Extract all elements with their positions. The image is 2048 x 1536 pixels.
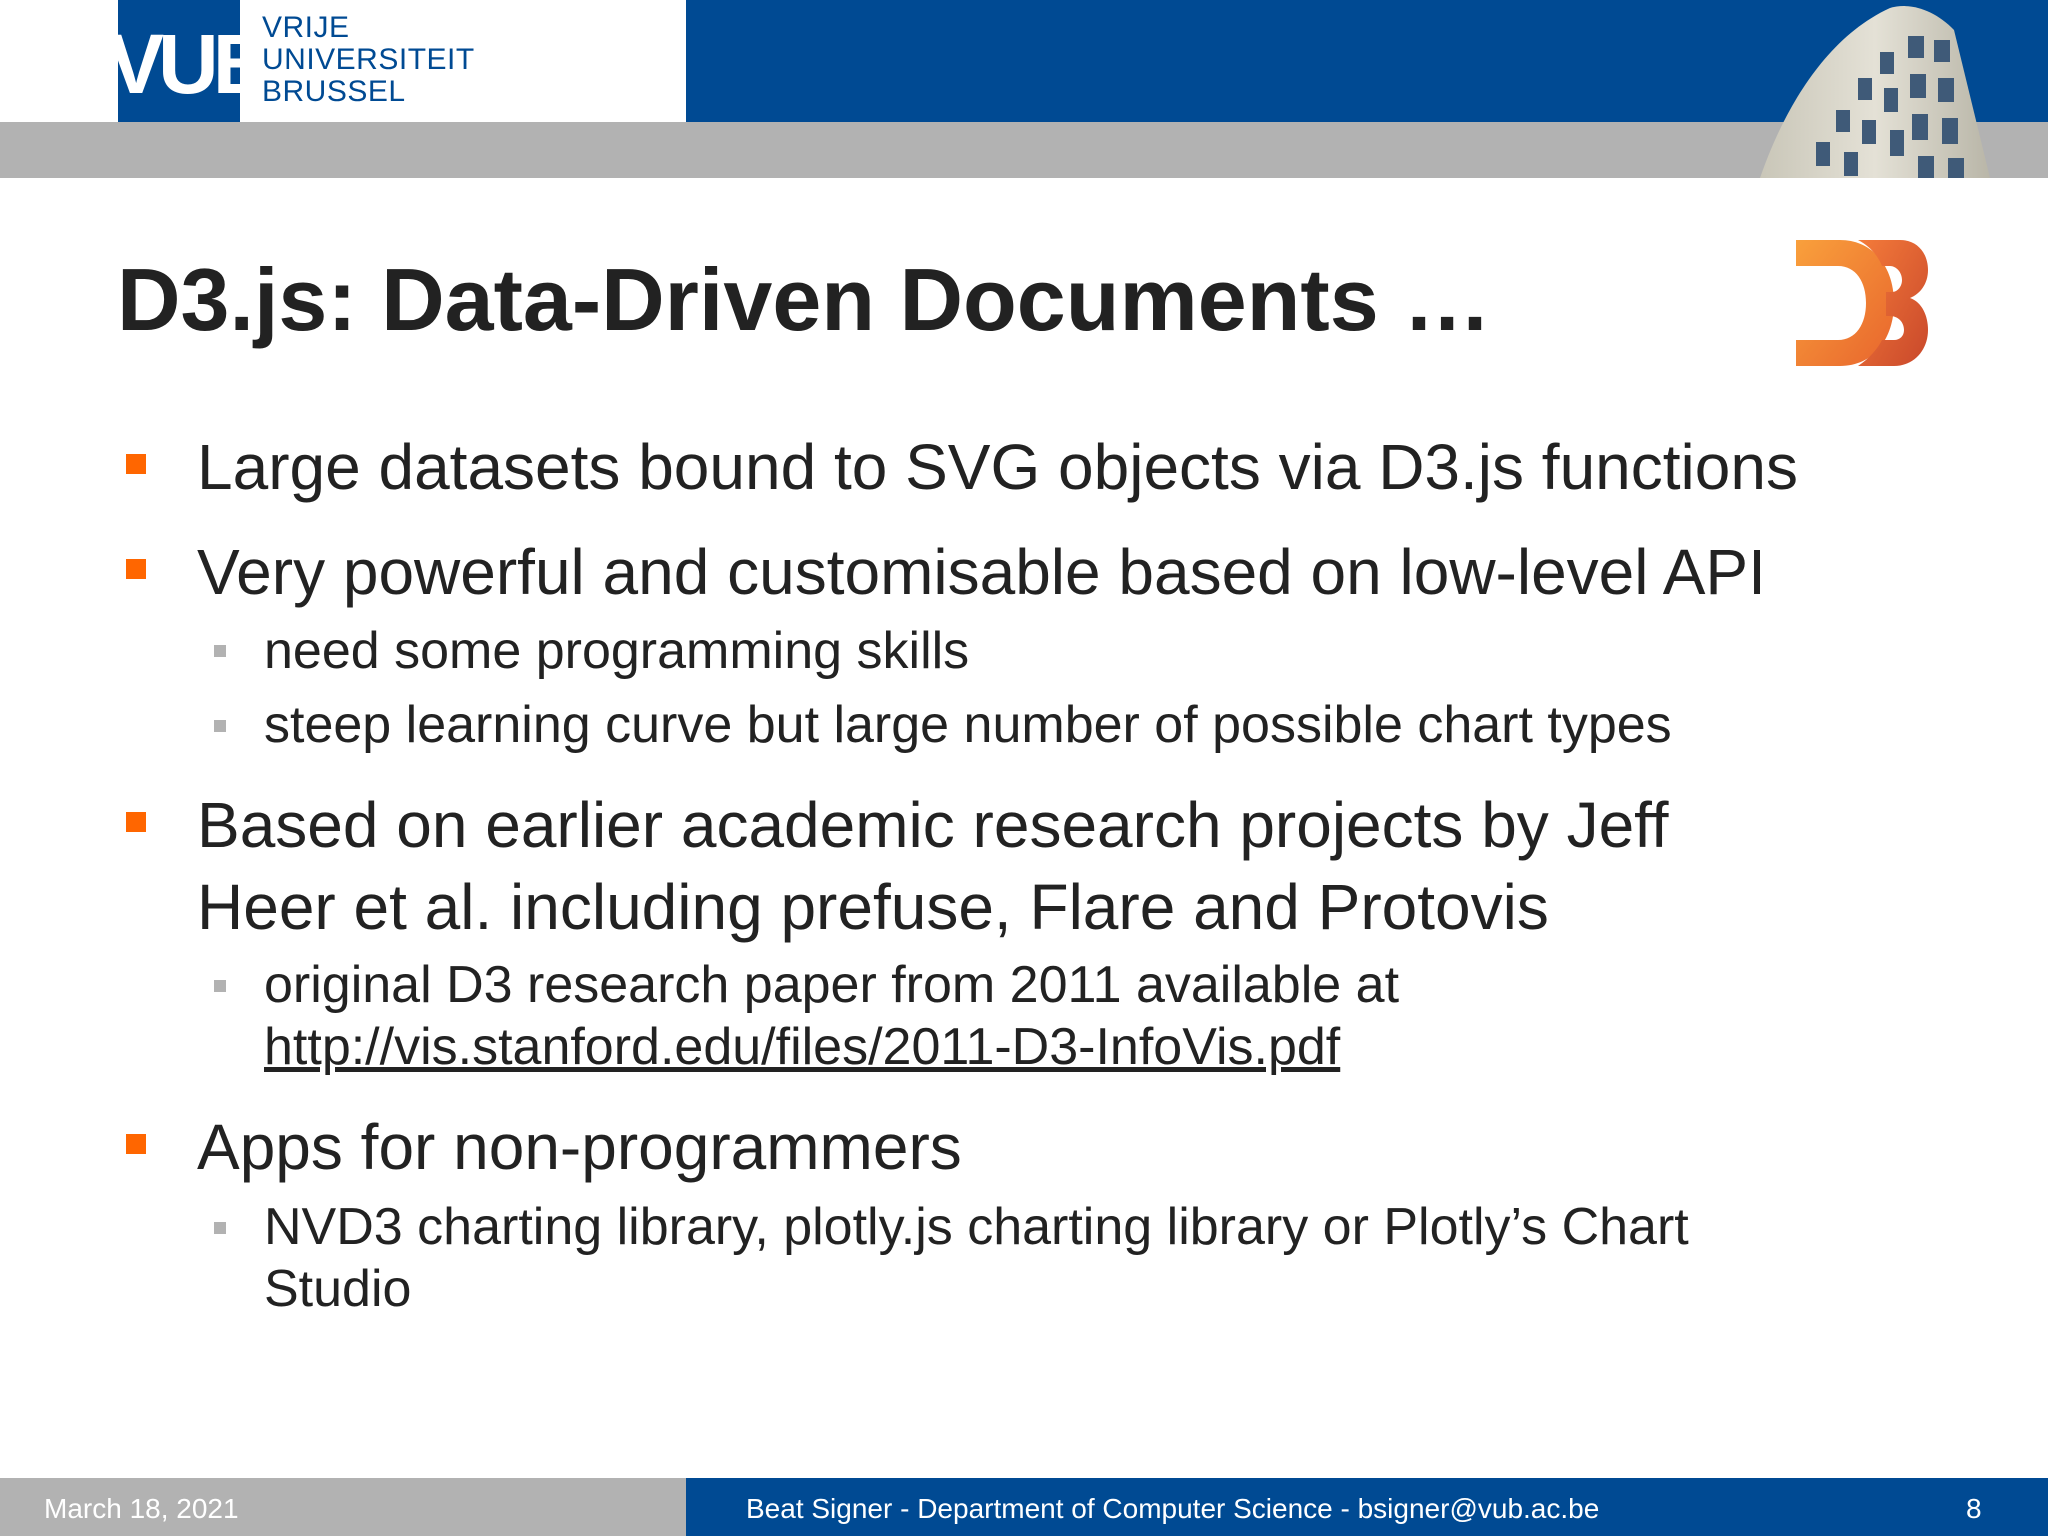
paper-link[interactable]: http://vis.stanford.edu/files/2011-D3-InfoVis.pdf — [264, 1018, 1341, 1076]
bullet-2-sub-1: need some programming skills — [264, 622, 970, 680]
bullet-marker — [126, 454, 146, 474]
page-number: 8 — [1966, 1493, 1982, 1524]
bullet-4: Apps for non-programmers — [197, 1111, 962, 1183]
logo-line-1: VRIJE — [262, 11, 350, 44]
bullet-4-sub-1-line-2: Studio — [264, 1260, 412, 1318]
bullet-marker — [126, 1134, 146, 1154]
bullet-3-line-2: Heer et al. including prefuse, Flare and Protovis — [197, 871, 1549, 943]
bullet-marker — [126, 812, 146, 832]
slide-title: D3.js: Data-Driven Documents … — [117, 250, 1492, 349]
footer-author: Beat Signer - Department of Computer Science - bsigner@vub.ac.be — [746, 1493, 1600, 1524]
sub-bullet-marker — [214, 980, 226, 992]
bullet-3-sub-1-link[interactable] — [264, 1016, 1340, 1078]
logo-line-2: UNIVERSITEIT — [262, 43, 475, 76]
bullet-1: Large datasets bound to SVG objects via D3.js functions — [197, 431, 1798, 503]
vub-logo-text — [262, 12, 475, 108]
bullet-2-sub-2: steep learning curve but large number of possible chart types — [264, 696, 1672, 754]
logo-line-3: BRUSSEL — [262, 75, 406, 108]
bullet-marker — [126, 559, 146, 579]
sub-bullet-marker — [214, 720, 226, 732]
building-photo — [1740, 0, 2000, 178]
sub-bullet-marker — [214, 1222, 226, 1234]
sub-bullet-marker — [214, 645, 226, 657]
bullet-2: Very powerful and customisable based on low-level API — [197, 536, 1766, 608]
bullet-4-sub-1-line-1: NVD3 charting library, plotly.js charting library or Plotly’s Chart — [264, 1198, 1689, 1256]
vub-logo-lettering: VUB — [108, 17, 268, 111]
vub-logo-mark — [108, 17, 268, 111]
footer-date: March 18, 2021 — [44, 1493, 239, 1524]
bullet-3-sub-1: original D3 research paper from 2011 available at — [264, 956, 1400, 1014]
bullet-3-line-1: Based on earlier academic research projects by Jeff — [197, 789, 1669, 861]
d3-logo-icon — [1796, 240, 1928, 366]
